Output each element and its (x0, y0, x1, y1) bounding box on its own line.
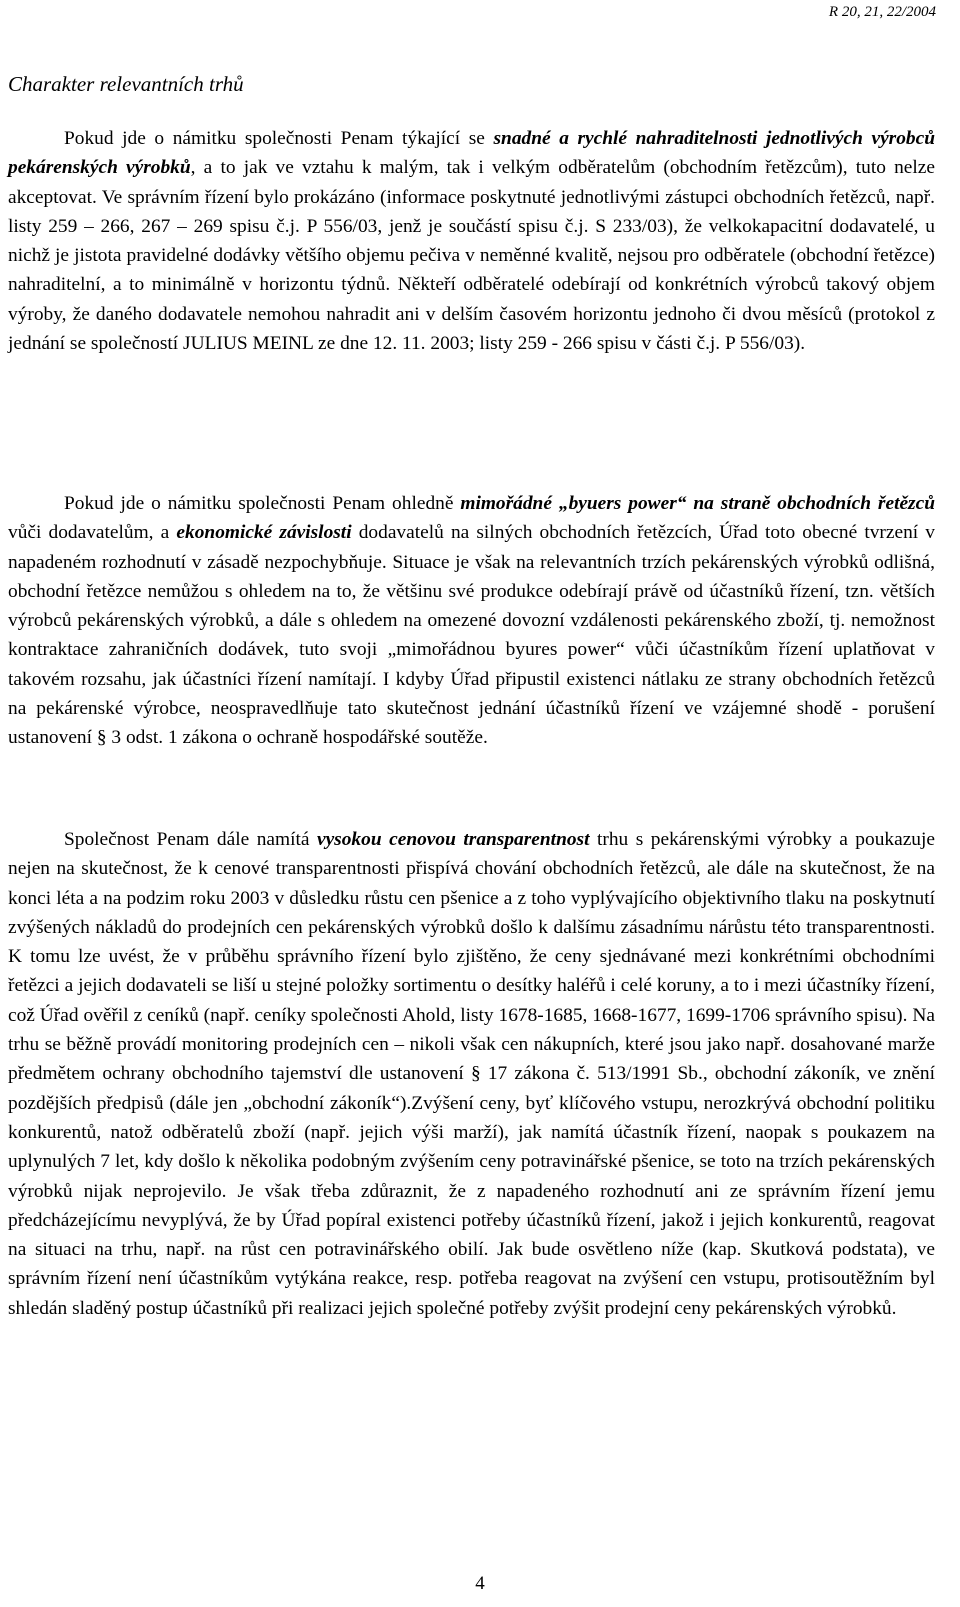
paragraph-text: , a to jak ve vztahu k malým, tak i velkým odběratelům (obchodním řetězcům), tuto nelze akceptovat. Ve správním řízení bylo prokázáno (informace poskytnuté jednotlivými zástupci obchodních řetězců, např. listy 259 – 266, 267 – 269 spisu č.j. P 556/03, jenž je součástí spisu č.j. S 233/03), že velkokapacitní dodavatelé, u nichž je jistota pravidelné dodávky většího objemu pečiva v neměnné kvalitě, nejsou pro odběratele (obchodní řetězce) nahraditelní, a to minimálně v horizontu týdnů. Někteří odběratelé odebírají od konkrétních výrobců takový objem výroby, že daného dodavatele nemohou nahradit ani v delším časovém horizontu jednoho či dvou měsíců (protokol z jednání se společností JULIUS MEINL ze dne 12. 11. 2003; listy 259 - 266 spisu v části č.j. P 556/03). (8, 157, 935, 355)
document-reference: R 20, 21, 22/2004 (828, 4, 936, 20)
emphasis-text: ekonomické závislosti (176, 522, 352, 544)
paragraph-text: vůči dodavatelům, a (8, 522, 177, 544)
page-number: 4 (475, 1573, 485, 1594)
emphasis-text: snadné a rychlé nahraditelnosti jednotlivých výrobců pekárenských výrobků (8, 128, 935, 179)
section-title: Charakter relevantních trhů (8, 72, 244, 96)
paragraph-text: dodavatelů na silných obchodních řetězcích, Úřad toto obecné tvrzení v napadeném rozhodnutí v zásadě nezpochybňuje. Situace je však na relevantních trzích pekárenských výrobků odlišná, obchodní řetězce nemůžou s ohledem na to, že většinu své produkce odebírají právě od účastníků řízení, tzn. větších výrobců pekárenských výrobků, a dále s ohledem na omezené dovozní vzdálenosti pekárenského zboží, tj. nemožnost kontraktace zahraničních dodávek, tuto svoji „mimořádnou byures power“ vůči účastníkům řízení uplatňovat v takovém rozsahu, jak účastníci řízení namítají. I kdyby Úřad připustil existenci nátlaku ze strany obchodních řetězců na pekárenské výrobce, neospravedlňuje tato skutečnost jednání účastníků řízení ve vzájemné shodě - porušení ustanovení § 3 odst. 1 zákona o ochraně hospodářské soutěže. (8, 522, 935, 749)
paragraph-text: Pokud jde o námitku společnosti Penam ohledně (64, 493, 461, 514)
emphasis-text: vysokou cenovou transparentnost (316, 829, 590, 850)
paragraph-substitutability (8, 124, 935, 358)
emphasis-text: mimořádné „byuers power“ na straně obchodních řetězců (460, 493, 935, 514)
paragraph-text: Pokud jde o námitku společnosti Penam týkající se (64, 128, 494, 149)
paragraph-text: trhu s pekárenskými výrobky a poukazuje nejen na skutečnost, že k cenové transparentnosti přispívá chování obchodních řetězců, ale dále na skutečnost, že na konci léta a na podzim roku 2003 v důsledku růstu cen pšenice a z toho vyplývajícího objektivního tlaku na poskytnutí zvýšených nákladů do prodejních cen pekárenských výrobků došlo k dalšímu zásadnímu nárůstu této transparentnosti. K tomu lze uvést, že v průběhu správního řízení bylo zjištěno, že ceny sjednávané mezi konkrétními obchodními řetězci a jejich dodavateli se liší u stejné položky sortimentu o desítky haléřů i celé koruny, a to i mezi účastníky řízení, což Úřad ověřil z ceníků (např. ceníky společnosti Ahold, listy 1678-1685, 1668-1677, 1699-1706 správního spisu). Na trhu se běžně provádí monitoring prodejních cen – nikoli však cen nákupních, které jsou jako např. dosahované marže předmětem ochrany obchodního tajemství dle ustanovení § 17 zákona č. 513/1991 Sb., obchodní zákoník, ve znění pozdějších předpisů (dále jen „obchodní zákoník“).Zvýšení ceny, byť klíčového vstupu, nerozkrývá obchodní politiku konkurentů, natož odběratelů zboží (např. jejich výši marží), jak namítá účastník řízení, naopak s poukazem na uplynulých 7 let, kdy došlo k několika podobným zvýšením ceny potravinářské pšenice, se toto na trzích pekárenských výrobků nijak neprojevilo. Je však třeba zdůraznit, že z napadeného rozhodnutí ani ze správním řízení jemu předcházejícímu nevyplývá, že by Úřad popíral existenci potřeby účastníků řízení, jakož i jejich konkurentů, reagovat na situaci na trhu, např. na růst cen potravinářského obilí. Jak bude osvětleno níže (kap. Skutková podstata), ve správním řízení není účastníkům vytýkána reakce, resp. potřeba reagovat na zvýšení cen vstupu, protisoutěžním byl shledán sladěný postup účastníků při realizaci jejich společné potřeby zvýšit prodejní ceny pekárenských výrobků. (8, 829, 935, 1319)
paragraph-text: Společnost Penam dále namítá (64, 829, 317, 850)
paragraph-price-transparency (8, 825, 935, 1323)
paragraph-buyer-power (8, 489, 935, 753)
